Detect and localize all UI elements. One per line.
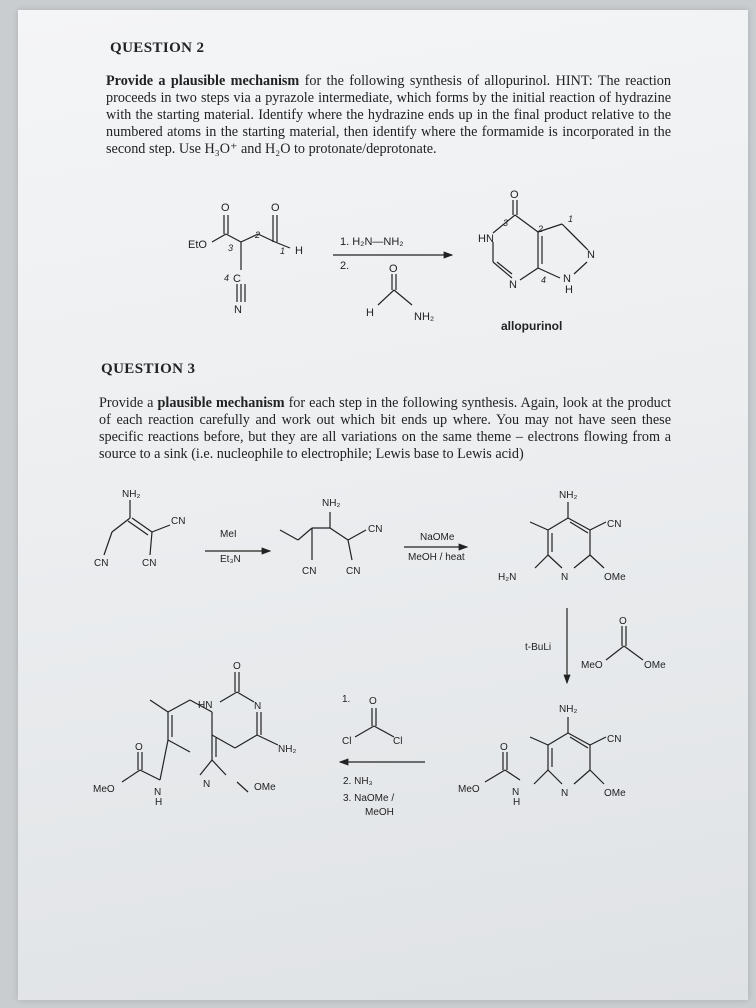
allopurinol-num-1: 1: [568, 214, 574, 224]
question-2-prompt-bold: Provide a plausible mechanism: [106, 73, 300, 89]
molecule-b-structure: [280, 512, 366, 560]
phosgene-cl-right-label: Cl: [393, 736, 403, 747]
allopurinol-num-2: 2: [538, 224, 544, 234]
mol-e-carbamate-h-label: H: [155, 797, 163, 808]
mol-a-cn-right-label: CN: [142, 558, 157, 569]
mol-c-nh2-label: NH₂: [559, 490, 578, 501]
allopurinol-oxygen-label: O: [510, 189, 519, 201]
atom-number-3: 3: [228, 243, 234, 253]
allopurinol-n1-label: N: [563, 273, 571, 285]
phosgene-oxygen-label: O: [369, 696, 377, 707]
reagent-tbuli: t-BuLi: [525, 642, 552, 653]
molecule-e-structure: [122, 672, 278, 792]
step-2-label: 2.: [340, 260, 350, 272]
reagent-meoh-heat: MeOH / heat: [408, 552, 465, 563]
mol-d-carbonyl-o-label: O: [500, 742, 508, 753]
mol-e-ome-label: OMe: [254, 782, 276, 793]
reagent-et3n: Et₃N: [220, 554, 241, 565]
mol-e-ring-n-label: N: [203, 779, 211, 790]
reagent-step-3-meoh: MeOH: [365, 807, 394, 818]
nitrile-nitrogen-label: N: [234, 304, 242, 316]
allopurinol-n2-label: N: [587, 249, 595, 261]
formamide-h-label: H: [366, 307, 374, 319]
mol-c-ome-label: OMe: [604, 572, 626, 583]
mol-c-h2n-label: H₂N: [498, 572, 517, 583]
mol-d-cn-label: CN: [607, 734, 622, 745]
allopurinol-num-4: 4: [541, 275, 547, 285]
mol-d-carbamate-n-label: N: [512, 787, 520, 798]
atom-number-2: 2: [255, 230, 261, 240]
nitrile-carbon-label: C: [233, 273, 241, 285]
question-2-prompt-text: for the following synthesis of allopurinol. HINT: The reaction proceeds in two steps via a pyrazole intermediate, which forms by the initial reaction of hydrazine with the starting material. Identify where the hydrazine ends up in the final product relative to the numbered atoms in the starting material, then identify where the formamide is incorporated in the second step. Use H₃O⁺ and H₂O to protonate/deprotonate.: [106, 73, 671, 157]
allopurinol-name: allopurinol: [501, 319, 563, 333]
mol-b-cn-right-label: CN: [346, 566, 361, 577]
phosgene-cl-left-label: Cl: [342, 736, 352, 747]
reagent-mei: MeI: [220, 529, 237, 540]
allopurinol-structure: [493, 200, 588, 280]
eto-label: EtO: [188, 239, 207, 251]
mol-d-meo-label: MeO: [458, 784, 480, 795]
question-3-prompt-text: for each step in the following synthesis. Again, look at the product of each reaction carefully and work out which bit ends up where. You may not have seen these specific reactions before, but they are all variations on the same theme – electrons flowing from a source to a sink (i.e. nucleophile to electrophile; Lewis base to Lewis acid): [99, 395, 672, 462]
question-3-prompt-start: Provide a: [99, 395, 158, 411]
mol-e-meo-label: MeO: [93, 784, 115, 795]
mol-d-nh2-label: NH₂: [559, 704, 578, 715]
mol-b-nh2-label: NH₂: [322, 498, 341, 509]
aldehyde-h-label: H: [295, 245, 303, 257]
question-3-title: QUESTION 3: [101, 361, 196, 377]
carbonate-oxygen-label: O: [619, 616, 627, 627]
mol-d-carbamate-h-label: H: [513, 797, 521, 808]
molecule-a-structure: [104, 500, 170, 555]
allopurinol-hn-label: HN: [478, 233, 494, 245]
mol-e-nh2-label: NH₂: [278, 744, 297, 755]
formamide-structure: [378, 274, 412, 305]
mol-d-ring-n-label: N: [561, 788, 569, 799]
mol-e-n-label: N: [254, 701, 262, 712]
mol-a-cn-left-label: CN: [94, 558, 109, 569]
mol-e-carbamate-o-label: O: [135, 742, 143, 753]
mol-a-cn-top-label: CN: [171, 516, 186, 527]
molecule-c-structure: [530, 502, 606, 568]
question-2-title: QUESTION 2: [110, 40, 205, 56]
atom-number-4: 4: [224, 273, 230, 283]
formamide-nh2-label: NH₂: [414, 311, 435, 323]
starting-material-structure: [212, 215, 290, 302]
mol-b-cn-left-label: CN: [302, 566, 317, 577]
aldehyde-oxygen-label: O: [271, 202, 280, 214]
carbonate-meo-label: MeO: [581, 660, 603, 671]
dimethyl-carbonate-structure: [606, 626, 643, 660]
mol-c-cn-label: CN: [607, 519, 622, 530]
question-3-prompt-bold: plausible mechanism: [157, 395, 285, 411]
reagent-step-2-nh3: 2. NH₃: [343, 776, 373, 787]
step-1-hydrazine: 1. H₂N—NH₂: [340, 236, 404, 248]
allopurinol-num-3: 3: [503, 218, 509, 228]
reagent-step-3-naome: 3. NaOMe /: [343, 793, 395, 804]
mol-b-cn-top-label: CN: [368, 524, 383, 535]
allopurinol-n5-label: N: [509, 279, 517, 291]
phosgene-structure: [355, 708, 394, 737]
ester-oxygen-label: O: [221, 202, 230, 214]
mol-e-hn-label: HN: [198, 700, 213, 711]
mol-a-nh2-label: NH₂: [122, 489, 141, 500]
formamide-oxygen-label: O: [389, 263, 398, 275]
reagent-step-1: 1.: [342, 694, 351, 705]
reagent-naome: NaOMe: [420, 532, 455, 543]
atom-number-1: 1: [280, 246, 286, 256]
mol-e-carbamate-n-label: N: [154, 787, 162, 798]
mol-c-ring-n-label: N: [561, 572, 569, 583]
mol-e-carbonyl-o-label: O: [233, 661, 241, 672]
carbonate-ome-label: OMe: [644, 660, 666, 671]
mol-d-ome-label: OMe: [604, 788, 626, 799]
allopurinol-nh-h-label: H: [565, 284, 573, 296]
